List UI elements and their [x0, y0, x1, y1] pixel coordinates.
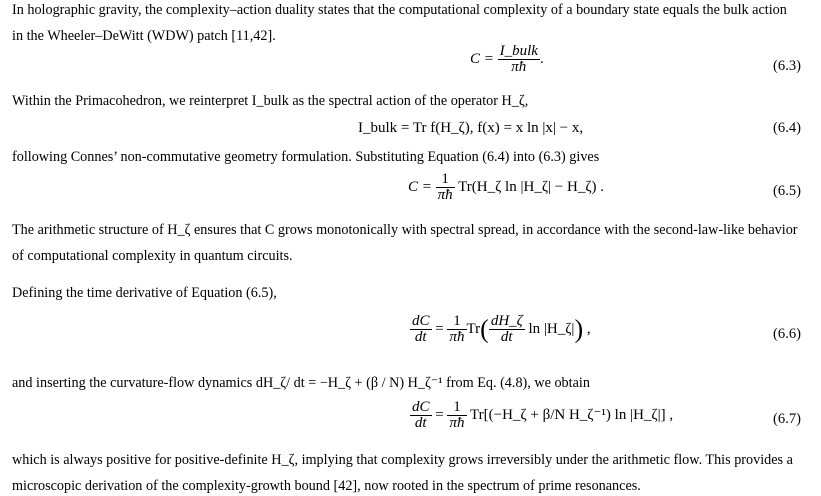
eq66-rhs: ln |H_ζ|: [528, 320, 575, 337]
paragraph-7-line-1: which is always positive for positive-definite H_ζ, implying that complexity grows irreversibly under the arithmetic flow. This provides a: [12, 452, 793, 468]
eq67-lhs-denominator: dt: [414, 415, 427, 431]
paragraph-6: and inserting the curvature-flow dynamics dH_ζ/ dt = −H_ζ + (β / N) H_ζ⁻¹ from Eq. (4.8), we obtain: [12, 375, 590, 391]
eq66-trace: Tr: [466, 320, 481, 337]
paragraph-2: Within the Primacohedron, we reinterpret I_bulk as the spectral action of the operator H_ζ,: [12, 93, 529, 109]
eq65-lhs: C =: [408, 178, 432, 195]
eq67-lhs-numerator: dC: [412, 399, 430, 415]
paragraph-1-line-2: in the Wheeler–DeWitt (WDW) patch [11,42].: [12, 28, 276, 44]
paragraph-5: Defining the time derivative of Equation (6.5),: [12, 285, 277, 301]
eq65-numerator: 1: [436, 172, 455, 188]
eq66-equals: =: [435, 320, 444, 337]
paragraph-1-line-1: In holographic gravity, the complexity–action duality states that the computational complexity of a boundary state equals the bulk action: [12, 2, 787, 18]
paragraph-4-line-2: of computational complexity in quantum circuits.: [12, 248, 293, 264]
eq66-denominator: πħ: [449, 329, 465, 345]
eq63-denominator: πħ: [511, 59, 527, 75]
eq66-numerator: 1: [447, 314, 466, 330]
eq63-numerator: I_bulk: [499, 43, 538, 59]
eq66-lhs-fraction: [410, 314, 432, 345]
equation-6-4: I_bulk = Tr f(H_ζ), f(x) = x ln |x| − x,: [358, 120, 584, 136]
paragraph-7-line-2: microscopic derivation of the complexity-growth bound [42], now rooted in the spectrum of prime resonances.: [12, 478, 641, 494]
eq65-rhs: Tr(H_ζ ln |H_ζ| − H_ζ) .: [458, 178, 605, 195]
eq67-fraction: [447, 400, 466, 431]
equation-6-3: [470, 44, 544, 75]
equation-number-6-7: (6.7): [773, 411, 801, 427]
equation-number-6-5: (6.5): [773, 183, 801, 199]
eq66-fraction: [447, 314, 466, 345]
eq67-denominator: πħ: [449, 415, 465, 431]
eq63-lhs: C =: [470, 50, 494, 67]
paragraph-4-line-1: The arithmetic structure of H_ζ ensures that C grows monotonically with spectral spread, in accordance with the second-law-like behavior: [12, 222, 798, 238]
eq66-inner-fraction: [489, 314, 525, 345]
eq67-lhs-fraction: [410, 400, 432, 431]
eq67-numerator: 1: [447, 400, 466, 416]
equation-number-6-4: (6.4): [773, 120, 801, 136]
paragraph-3: following Connes’ non-commutative geometry formulation. Substituting Equation (6.4) into (6.3) gives: [12, 149, 600, 165]
eq66-open-paren: (: [480, 314, 489, 344]
eq63-fraction: [498, 44, 540, 75]
eq67-rhs: Tr[(−H_ζ + β/N H_ζ⁻¹) ln |H_ζ|] ,: [469, 406, 674, 423]
equation-number-6-6: (6.6): [773, 326, 801, 342]
equation-6-6: $\frac{dC}{dt}$ = $\frac{1}{\pi ħ}$ Tr( $\frac{dH\_\zeta}{dt}$ ln |H_ζ|) ,: [412, 313, 591, 345]
eq66-inner-numerator: dH_ζ: [490, 313, 523, 329]
eq65-fraction: [436, 172, 455, 203]
equation-number-6-3: (6.3): [773, 58, 801, 74]
eq67-equals: =: [435, 406, 444, 423]
equation-6-7: [410, 400, 673, 431]
eq63-tail: .: [539, 50, 544, 67]
eq66-lhs-denominator: dt: [414, 329, 427, 345]
eq65-denominator: πħ: [437, 187, 453, 203]
equation-6-5: [408, 172, 604, 203]
eq66-lhs-numerator: dC: [412, 313, 430, 329]
eq66-inner-denominator: dt: [500, 329, 513, 345]
eq66-close-paren: ): [574, 314, 584, 344]
